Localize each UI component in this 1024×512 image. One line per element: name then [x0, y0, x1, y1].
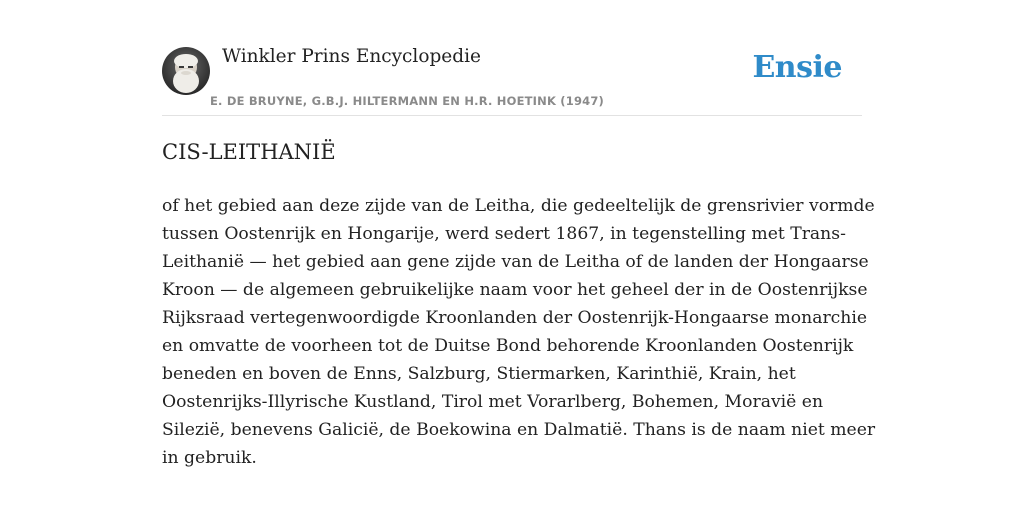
ensie-logo[interactable]: Ensie: [752, 50, 842, 85]
authors-line: E. DE BRUYNE, G.B.J. HILTERMANN EN H.R. HOETINK (1947): [210, 94, 605, 108]
body-line: beneden en boven de Enns, Salzburg, Stiermarken, Karinthië, Krain, het: [162, 364, 796, 384]
body-line: Rijksraad vertegenwoordigde Kroonlanden der Oostenrijk-Hongaarse monarchie: [162, 308, 868, 328]
header-divider: [162, 115, 862, 116]
body-line: en omvatte de voorheen tot de Duitse Bond behorende Kroonlanden Oostenrijk: [162, 336, 854, 356]
body-line: Kroon — de algemeen gebruikelijke naam voor het geheel der in de Oostenrijkse: [162, 280, 868, 300]
body-line: Oostenrijks-Illyrische Kustland, Tirol met Vorarlberg, Bohemen, Moravië en: [162, 392, 824, 412]
entry-title: CIS-LEITHANIË: [162, 140, 336, 164]
body-line: of het gebied aan deze zijde van de Leitha, die gedeeltelijk de grensrivier vormde: [162, 196, 875, 216]
body-line: Silezië, benevens Galicië, de Boekowina en Dalmatië. Thans is de naam niet meer: [162, 420, 876, 440]
body-line: Leithanië — het gebied aan gene zijde van de Leitha of de landen der Hongaarse: [162, 252, 869, 272]
encyclopedia-title[interactable]: Winkler Prins Encyclopedie: [222, 46, 481, 67]
body-line: in gebruik.: [162, 448, 257, 468]
author-portrait-icon: [162, 47, 210, 95]
entry-body: [162, 192, 876, 472]
body-line: tussen Oostenrijk en Hongarije, werd sedert 1867, in tegenstelling met Trans-: [162, 224, 846, 244]
